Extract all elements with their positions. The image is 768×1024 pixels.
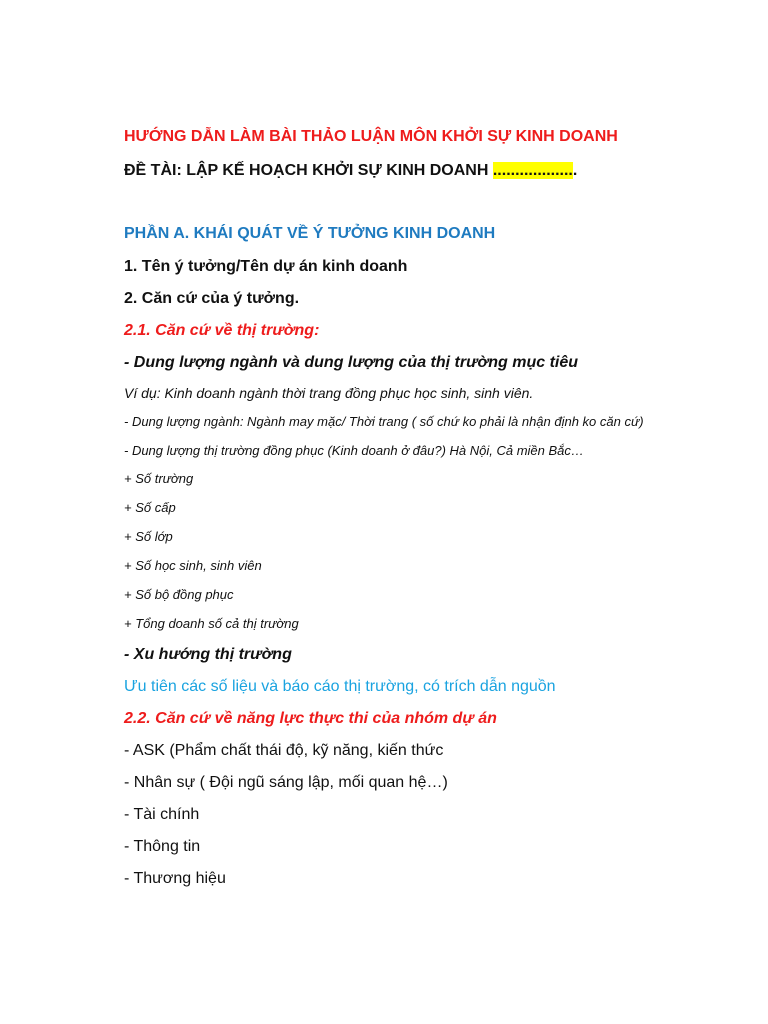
item-2-2-heading: 2.2. Căn cứ về năng lực thực thi của nhóm dự án: [124, 710, 497, 727]
list-item: + Số bộ đồng phục: [124, 587, 234, 602]
example-text: Ví dụ: Kinh doanh ngành thời trang đồng phục học sinh, sinh viên.: [124, 385, 534, 401]
item-2-heading: 2. Căn cứ của ý tưởng.: [124, 290, 300, 307]
industry-capacity-text: - Dung lượng ngành: Ngành may mặc/ Thời trang ( số chứ ko phải là nhận định ko căn cứ): [124, 414, 644, 429]
topic-blank-highlight: ..................: [492, 162, 573, 179]
trend-heading: - Xu hướng thị trường: [124, 646, 292, 663]
topic-label: ĐỀ TÀI: LẬP KẾ HOẠCH KHỞI SỰ KINH DOANH: [124, 162, 493, 179]
list-item: - Nhân sự ( Đội ngũ sáng lập, mối quan hệ…): [124, 774, 448, 791]
market-capacity-text: - Dung lượng thị trường đồng phục (Kinh doanh ở đâu?) Hà Nội, Cả miền Bắc…: [124, 443, 584, 458]
capacity-heading: - Dung lượng ngành và dung lượng của thị trường mục tiêu: [124, 354, 579, 371]
list-item: + Số trường: [124, 471, 194, 486]
topic-line: [124, 162, 577, 180]
list-item: + Số lớp: [124, 529, 173, 544]
list-item: + Số học sinh, sinh viên: [124, 558, 262, 573]
list-item: + Tổng doanh số cả thị trường: [124, 616, 299, 631]
list-item: - ASK (Phẩm chất thái độ, kỹ năng, kiến thức: [124, 742, 444, 759]
topic-end: .: [572, 162, 578, 179]
list-item: - Thương hiệu: [124, 870, 226, 887]
list-item: - Thông tin: [124, 838, 201, 855]
list-item: + Số cấp: [124, 500, 176, 515]
section-a-heading: PHẦN A. KHÁI QUÁT VỀ Ý TƯỞNG KINH DOANH: [124, 225, 496, 242]
priority-note: Ưu tiên các số liệu và báo cáo thị trường, có trích dẫn nguồn: [124, 678, 556, 695]
list-item: - Tài chính: [124, 806, 200, 823]
item-1-heading: 1. Tên ý tưởng/Tên dự án kinh doanh: [124, 258, 408, 275]
document-title: HƯỚNG DẪN LÀM BÀI THẢO LUẬN MÔN KHỞI SỰ KINH DOANH: [124, 128, 618, 145]
item-2-1-heading: 2.1. Căn cứ về thị trường:: [124, 322, 320, 339]
